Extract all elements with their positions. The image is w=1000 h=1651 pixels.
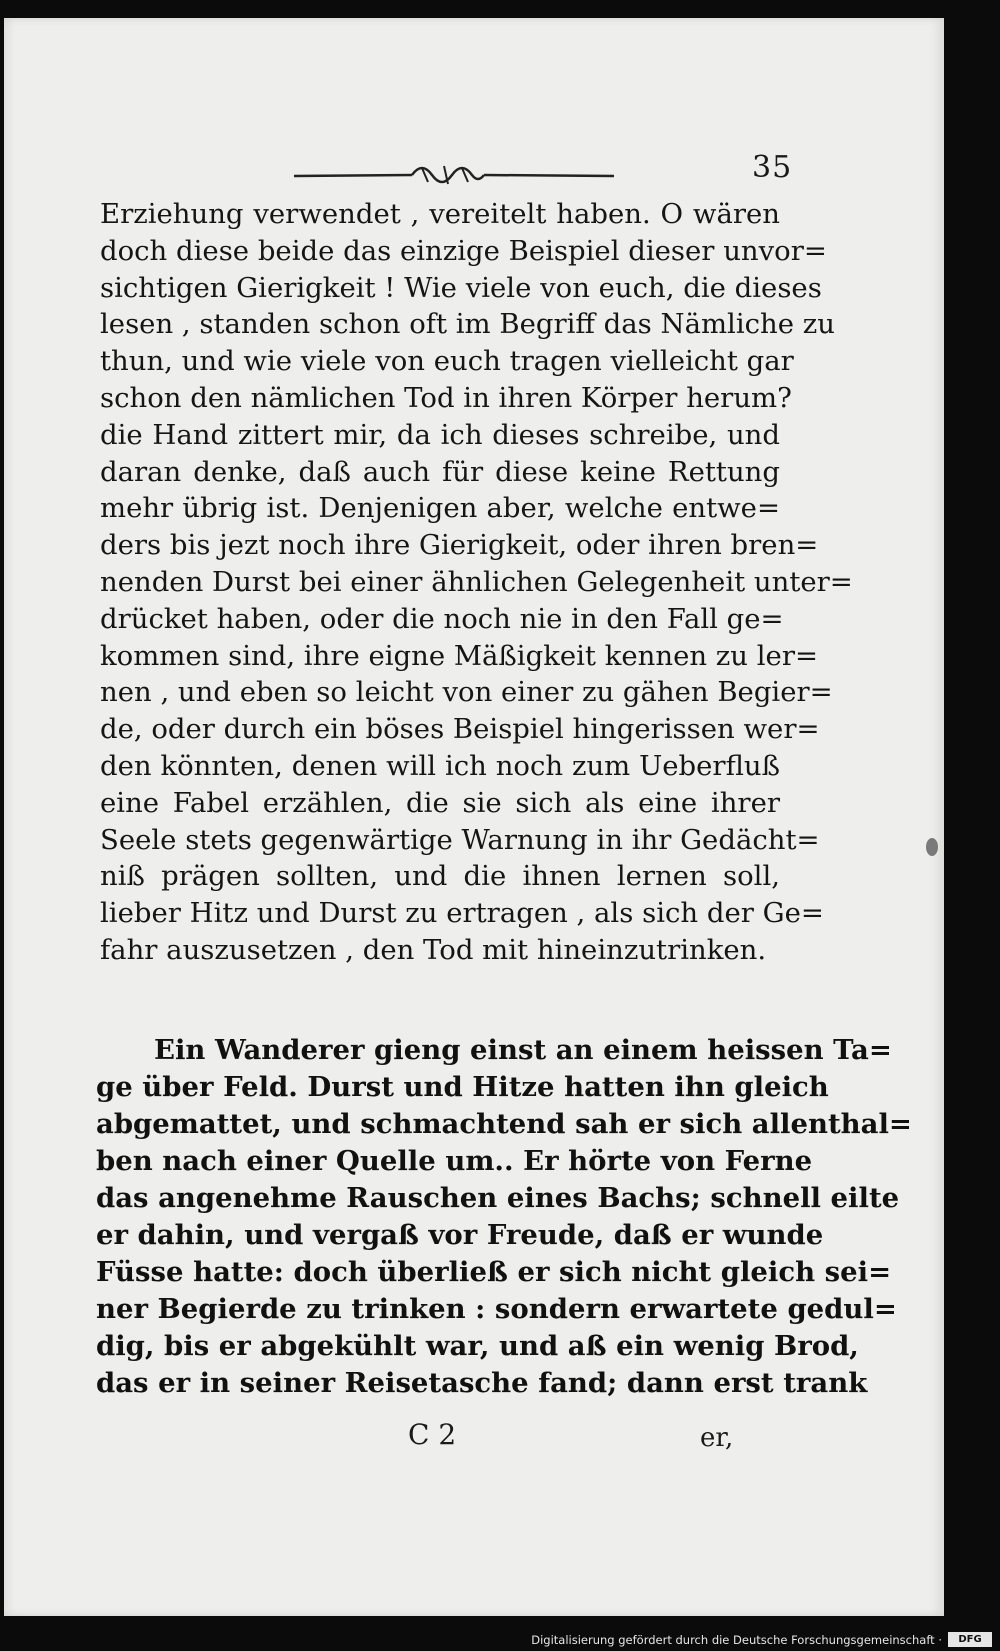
text-line: dig, bis er abgekühlt war, und aß ein wenig Brod,	[96, 1330, 859, 1362]
text-line: sichtigen Gierigkeit ! Wie viele von euch, die dieses	[100, 271, 822, 304]
text-line: ge über Feld. Durst und Hitze hatten ihn gleich	[96, 1071, 829, 1103]
text-line: fahr auszusetzen , den Tod mit hineinzutrinken.	[100, 933, 767, 966]
text-line: Ein Wanderer gieng einst an einem heissen Ta=	[154, 1034, 892, 1066]
text-line: kommen sind, ihre eigne Mäßigkeit kennen zu ler=	[100, 639, 819, 672]
text-line: eine Fabel erzählen, die sie sich als eine ihrer	[100, 786, 780, 819]
page-number: 35	[752, 150, 793, 185]
catchword: er,	[700, 1423, 734, 1453]
text-line: lesen , standen schon oft im Begriff das Nämliche zu	[100, 308, 835, 341]
text-line: nen , und eben so leicht von einer zu gähen Begier=	[100, 676, 833, 709]
text-line: die Hand zittert mir, da ich dieses schreibe, und	[100, 418, 780, 451]
text-line: mehr übrig ist. Denjenigen aber, welche entwe=	[100, 492, 780, 525]
text-line: nenden Durst bei einer ähnlichen Gelegenheit unter=	[100, 565, 853, 598]
text-line: abgemattet, und schmachtend sah er sich allenthal=	[96, 1108, 912, 1140]
text-line: de, oder durch ein böses Beispiel hingerissen wer=	[100, 713, 820, 746]
text-line: ders bis jezt noch ihre Gierigkeit, oder ihren bren=	[100, 529, 819, 562]
text-line: doch diese beide das einzige Beispiel dieser unvor=	[100, 234, 827, 267]
text-line: das angenehme Rauschen eines Bachs; schnell eilte	[96, 1182, 900, 1214]
text-line: thun, und wie viele von euch tragen vielleicht gar	[100, 345, 794, 378]
decorative-rule-ornament	[294, 158, 614, 194]
dfg-logo: DFG	[948, 1632, 992, 1647]
text-line: den könnten, denen will ich noch zum Ueberfluß	[100, 749, 780, 782]
text-line: drücket haben, oder die noch nie in den Fall ge=	[100, 602, 784, 635]
text-line: schon den nämlichen Tod in ihren Körper herum?	[100, 381, 792, 414]
text-line: lieber Hitz und Durst zu ertragen , als sich der Ge=	[100, 897, 824, 930]
text-line: Füsse hatte: doch überließ er sich nicht gleich sei=	[96, 1256, 892, 1288]
text-line: niß prägen sollten, und die ihnen lernen soll,	[100, 860, 780, 893]
signature-mark: C 2	[408, 1418, 457, 1451]
text-line: er dahin, und vergaß vor Freude, daß er wunde	[96, 1219, 824, 1251]
text-line: daran denke, daß auch für diese keine Rettung	[100, 455, 780, 488]
text-line: ben nach einer Quelle um.. Er hörte von Ferne	[96, 1145, 813, 1177]
text-line: Erziehung verwendet , vereitelt haben. O wären	[100, 198, 780, 230]
text-line: Seele stets gegenwärtige Warnung in ihr Gedächt=	[100, 823, 820, 856]
paragraph-continuation	[100, 196, 853, 969]
text-line: das er in seiner Reisetasche fand; dann erst trank	[96, 1367, 868, 1399]
fable-paragraph	[96, 1032, 912, 1402]
page-edge-blemish	[926, 838, 938, 856]
digitization-credit: Digitalisierung gefördert durch die Deutsche Forschungsgemeinschaft ·	[531, 1633, 942, 1647]
text-line: ner Begierde zu trinken : sondern erwartete gedul=	[96, 1293, 897, 1325]
